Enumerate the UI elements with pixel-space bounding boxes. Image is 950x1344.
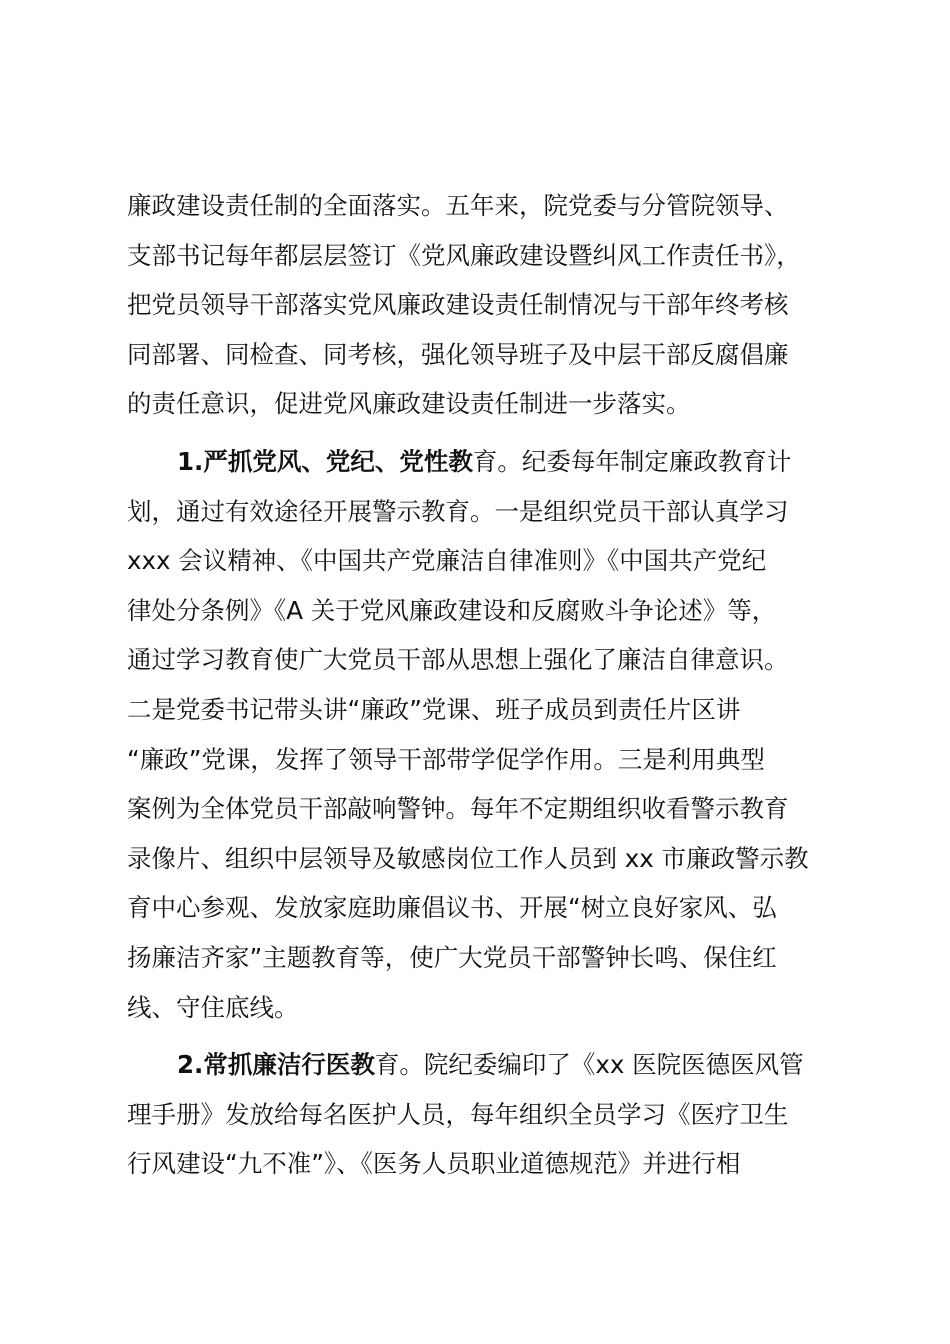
text-line: 把党员领导干部落实党风廉政建设责任制情况与干部年终考核	[127, 290, 789, 320]
text-line	[127, 1040, 833, 1090]
paragraph-medical-ethics	[127, 1040, 833, 1189]
text-line: xxx 会议精神、《中国共产党廉洁自律准则》《中国共产党纪	[127, 546, 767, 576]
paragraph-party-education	[127, 437, 833, 1032]
text-line: 同部署、同检查、同考核，强化领导班子及中层干部反腐倡廉	[127, 339, 789, 369]
text-fragment: 育。纪委每年制定廉政教育计	[472, 446, 792, 476]
text-line: 录像片、组织中层领导及敏感岗位工作人员到 xx 市廉政警示教	[127, 843, 809, 873]
text-line: 通过学习教育使广大党员干部从思想上强化了廉洁自律意识。	[127, 645, 789, 675]
text-line: 的责任意识，促进党风廉政建设责任制进一步落实。	[127, 389, 691, 419]
text-line: 划，通过有效途径开展警示教育。一是组织党员干部认真学习	[127, 496, 789, 526]
document-page	[127, 181, 833, 1189]
text-line: 廉政建设责任制的全面落实。五年来，院党委与分管院领导、	[127, 191, 789, 220]
text-line: 律处分条例》《A 关于党风廉政建设和反腐败斗争论述》等，	[127, 595, 777, 625]
text-line: 扬廉洁齐家”主题教育等，使广大党员干部警钟长鸣、保住红	[127, 942, 777, 972]
text-line: 理手册》发放给每名医护人员，每年组织全员学习《医疗卫生	[127, 1099, 789, 1129]
text-line: 支部书记每年都层层签订《党风廉政建设暨纠风工作责任书》，	[127, 240, 801, 270]
text-line: “廉政”党课，发挥了领导干部带学促学作用。三是利用典型	[127, 744, 765, 774]
text-line: 育中心参观、发放家庭助廉倡议书、开展“树立良好家风、弘	[127, 893, 777, 923]
paragraph-responsibility	[127, 181, 833, 429]
section-heading: 2.常抓廉洁行医教	[177, 1050, 375, 1080]
text-line	[127, 437, 833, 487]
text-line: 线、守住底线。	[127, 992, 299, 1022]
section-heading: 1.严抓党风、党纪、党性教	[177, 446, 473, 476]
text-line: 二是党委书记带头讲“廉政”党课、班子成员到责任片区讲	[127, 694, 741, 724]
text-line: 行风建设“九不准”》、《医务人员职业道德规范》并进行相	[127, 1149, 741, 1179]
text-line: 案例为全体党员干部敲响警钟。每年不定期组织收看警示教育	[127, 794, 789, 824]
text-fragment: 育。院纪委编印了《xx 医院医德医风管	[374, 1050, 804, 1080]
